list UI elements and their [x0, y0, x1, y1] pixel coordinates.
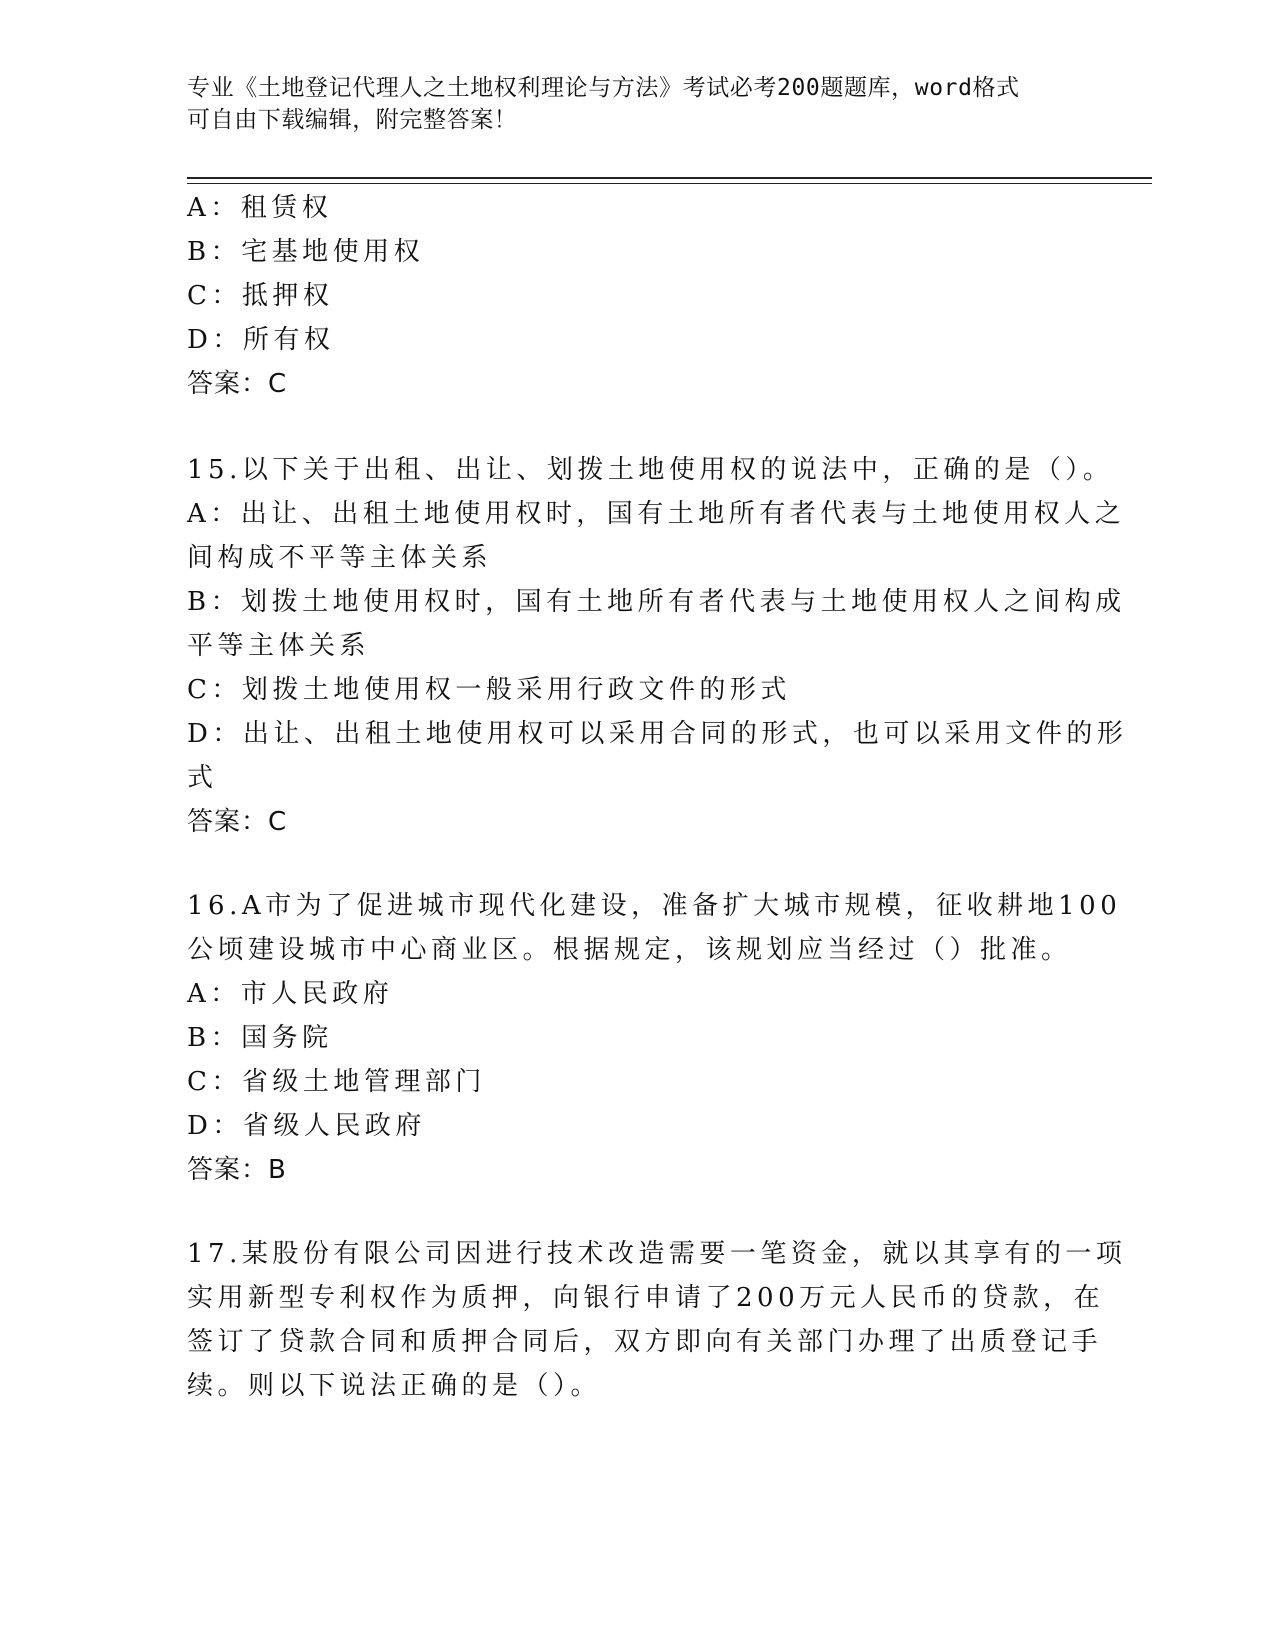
q15-option-a-line-1: A：出让、出租土地使用权时，国有土地所有者代表与土地使用权人之 — [187, 499, 1126, 529]
q14-answer: 答案：C — [187, 369, 288, 399]
q17-stem-line-1: 17.某股份有限公司因进行技术改造需要一笔资金，就以其享有的一项 — [187, 1239, 1127, 1269]
header-rule-thick — [187, 177, 1152, 179]
q15-answer: 答案：C — [187, 807, 288, 837]
q15-option-d-line-2: 式 — [187, 763, 218, 793]
q15-option-d-line-1: D：出让、出租土地使用权可以采用合同的形式，也可以采用文件的形 — [187, 719, 1128, 749]
q15-option-a-line-2: 间构成不平等主体关系 — [187, 543, 493, 573]
q16-stem-line-2: 公顷建设城市中心商业区。根据规定，该规划应当经过（）批准。 — [187, 935, 1072, 965]
q16-option-d: D：省级人民政府 — [187, 1111, 426, 1141]
q16-option-b: B：国务院 — [187, 1023, 333, 1053]
q16-option-c: C：省级土地管理部门 — [187, 1067, 486, 1097]
q14-option-d: D：所有权 — [187, 325, 335, 355]
q14-option-a: A：租赁权 — [187, 193, 333, 223]
q15-option-b-line-1: B：划拨土地使用权时，国有土地所有者代表与土地使用权人之间构成 — [187, 587, 1126, 617]
document-header — [187, 72, 1067, 136]
q15-option-c: C：划拨土地使用权一般采用行政文件的形式 — [187, 675, 791, 705]
q15-option-b-line-2: 平等主体关系 — [187, 631, 371, 661]
header-line-1: 专业《土地登记代理人之土地权利理论与方法》考试必考200题题库，word格式 — [187, 75, 1020, 101]
q14-option-b: B：宅基地使用权 — [187, 237, 425, 267]
q14-option-c: C：抵押权 — [187, 281, 334, 311]
q17-stem-line-2: 实用新型专利权作为质押，向银行申请了200万元人民币的贷款，在 — [187, 1283, 1105, 1313]
q15-stem: 15.以下关于出租、出让、划拨土地使用权的说法中，正确的是（）。 — [187, 455, 1114, 485]
q17-stem-line-4: 续。则以下说法正确的是（）。 — [187, 1371, 602, 1401]
q16-option-a: A：市人民政府 — [187, 979, 394, 1009]
q17-stem-line-3: 签订了贷款合同和质押合同后，双方即向有关部门办理了出质登记手 — [187, 1327, 1103, 1357]
q16-stem-line-1: 16.A市为了促进城市现代化建设，准备扩大城市规模，征收耕地100 — [187, 891, 1122, 921]
header-rule-thin — [187, 183, 1152, 184]
header-line-2: 可自由下载编辑，附完整答案！ — [187, 107, 518, 133]
q16-answer: 答案：B — [187, 1155, 287, 1185]
